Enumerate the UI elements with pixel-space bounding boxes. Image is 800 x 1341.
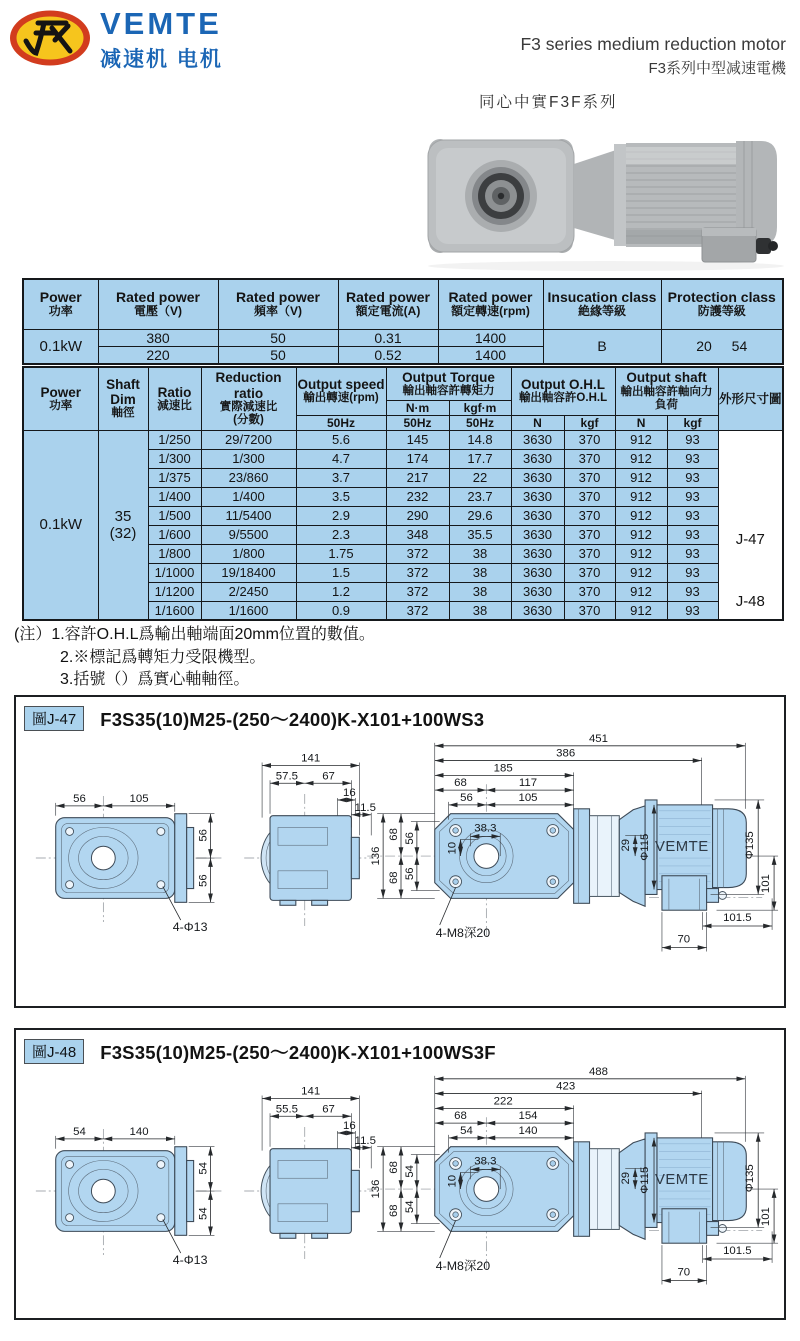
- spec-h-shaft: Shaft Dim 軸徑: [98, 367, 148, 430]
- rating-table: [22, 278, 784, 365]
- spec-cell: 1/400: [201, 487, 296, 506]
- spec-cell: 3630: [511, 468, 564, 487]
- rating-cell: 0.52: [338, 346, 438, 364]
- rating-h-power: Power 功率: [23, 279, 98, 329]
- dim-label: 488: [588, 1066, 608, 1078]
- spec-cell: 38: [449, 582, 511, 601]
- dim-label: 54: [73, 1125, 86, 1138]
- page-title-block: [520, 34, 786, 78]
- figure-header: [16, 1030, 784, 1066]
- spec-cell: 372: [386, 582, 449, 601]
- spec-cell: 2/2450: [201, 582, 296, 601]
- spec-h-kgf: kgf: [564, 415, 615, 430]
- spec-cell: 1/1200: [148, 582, 201, 601]
- note-line: (注）1.容許O.H.L爲輸出軸端面20mm位置的數值。: [14, 626, 375, 643]
- figure-header: [16, 697, 784, 733]
- spec-row: [23, 430, 783, 449]
- dim-label: 11.5: [354, 801, 376, 814]
- dim-label: 117: [518, 777, 538, 790]
- dim-label: 56: [403, 832, 416, 845]
- spec-cell: 93: [667, 525, 718, 544]
- spec-cell: 22: [449, 468, 511, 487]
- spec-h-torque: Output Torque 輸出軸容許轉矩力: [386, 367, 511, 400]
- dim-label: 11.5: [354, 1134, 376, 1147]
- spec-cell: 912: [615, 563, 667, 582]
- rating-insulation-value: B: [543, 329, 661, 364]
- front-view: [36, 793, 222, 934]
- rating-h-voltage: Rated power 電壓（V): [98, 279, 218, 329]
- dim-label: 70: [677, 1266, 691, 1279]
- spec-cell: 1.75: [296, 544, 386, 563]
- dim-label: Φ135: [744, 1164, 757, 1193]
- spec-cell: 1/250: [148, 430, 201, 449]
- rating-cell: 1400: [438, 329, 543, 346]
- vemte-logo-icon: [8, 8, 92, 68]
- rating-cell: 220: [98, 346, 218, 364]
- dim-label: 423: [556, 1080, 576, 1093]
- dim-label: 38.3: [474, 822, 497, 835]
- spec-cell: 912: [615, 506, 667, 525]
- note-line: 2.※標記爲轉矩力受限機型。: [60, 648, 266, 666]
- spec-cell: 912: [615, 430, 667, 449]
- dim-label: 141: [301, 1085, 321, 1098]
- dim-label: 4-M8深20: [435, 925, 491, 940]
- spec-cell: 370: [564, 430, 615, 449]
- spec-cell: 1/375: [148, 468, 201, 487]
- spec-shaft-dim-value: 35 (32): [98, 430, 148, 620]
- spec-h-hz: 50Hz: [449, 415, 511, 430]
- spec-h-ohl: Output O.H.L 輸出軸容許O.H.L: [511, 367, 615, 415]
- spec-cell: 370: [564, 544, 615, 563]
- dim-label: 16: [343, 1120, 356, 1132]
- dim-label: 67: [322, 1103, 335, 1116]
- dim-label: 56: [197, 874, 210, 887]
- spec-cell: 290: [386, 506, 449, 525]
- spec-cell: 1/500: [148, 506, 201, 525]
- spec-cell: 2.9: [296, 506, 386, 525]
- dim-label: 68: [387, 1204, 401, 1218]
- front-view: [36, 1126, 222, 1267]
- spec-h-kgf: kgf: [667, 415, 718, 430]
- spec-cell: 3630: [511, 582, 564, 601]
- dim-label: 67: [322, 770, 335, 783]
- dim-label: 29: [620, 1171, 633, 1185]
- dim-label: 140: [518, 1124, 538, 1137]
- dim-label: 54: [197, 1162, 210, 1175]
- spec-cell: 38: [449, 544, 511, 563]
- spec-cell: 1/1000: [148, 563, 201, 582]
- spec-cell: 912: [615, 487, 667, 506]
- spec-cell: 93: [667, 582, 718, 601]
- spec-cell: 1/300: [148, 449, 201, 468]
- spec-cell: 93: [667, 430, 718, 449]
- spec-cell: 17.7: [449, 449, 511, 468]
- spec-cell: 38: [449, 601, 511, 620]
- dim-label: 4-Φ13: [172, 1252, 208, 1267]
- brand-subtitle: 减速机 电机: [100, 47, 223, 71]
- figure-badge: 圖J-48: [24, 1039, 84, 1064]
- dim-label: 101.5: [723, 912, 752, 925]
- spec-cell: 912: [615, 468, 667, 487]
- spec-cell: 1.2: [296, 582, 386, 601]
- spec-cell: 19/18400: [201, 563, 296, 582]
- spec-h-n: N: [511, 415, 564, 430]
- rating-header-row: [23, 279, 783, 329]
- rating-row: [23, 329, 783, 346]
- spec-cell: 3630: [511, 563, 564, 582]
- motor-brand-label: VEMTE: [654, 1172, 709, 1189]
- side-view: [244, 1086, 376, 1259]
- dim-label: 222: [493, 1095, 513, 1108]
- figure-title: F3S35(10)M25-(250～2400)K-X101+100WS3: [100, 708, 485, 730]
- spec-cell: 370: [564, 468, 615, 487]
- spec-cell: 1/1600: [201, 601, 296, 620]
- side-view: [244, 753, 376, 926]
- dim-label: 4-Φ13: [172, 919, 208, 934]
- spec-cell: 23.7: [449, 487, 511, 506]
- spec-cell: 3630: [511, 449, 564, 468]
- spec-cell: 1/800: [148, 544, 201, 563]
- rating-power-value: 0.1kW: [23, 329, 98, 364]
- dim-label: 101.5: [723, 1245, 752, 1258]
- spec-cell: 5.6: [296, 430, 386, 449]
- dim-label: 154: [518, 1110, 538, 1123]
- photo-gearbox: [428, 139, 574, 253]
- note-line: 3.括號（）爲實心軸軸徑。: [60, 671, 250, 688]
- dim-label: 54: [403, 1200, 416, 1214]
- spec-cell: 9/5500: [201, 525, 296, 544]
- spec-cell: 93: [667, 563, 718, 582]
- figure-panel: [14, 1028, 786, 1320]
- spec-cell: 29/7200: [201, 430, 296, 449]
- dim-label: 57.5: [275, 770, 298, 783]
- spec-cell: 23/860: [201, 468, 296, 487]
- spec-cell: 93: [667, 487, 718, 506]
- spec-cell: 1.5: [296, 563, 386, 582]
- dim-label: 451: [588, 733, 608, 745]
- dim-label: 54: [460, 1124, 473, 1137]
- spec-cell: 370: [564, 487, 615, 506]
- spec-h-hz: 50Hz: [386, 415, 449, 430]
- spec-cell: 93: [667, 468, 718, 487]
- dim-label: 16: [343, 787, 356, 799]
- rating-h-current: Rated power 額定電流(A): [338, 279, 438, 329]
- rating-cell: 50: [218, 329, 338, 346]
- figure-ref-label: J-48: [735, 592, 765, 610]
- assembly-view: [367, 1066, 778, 1285]
- spec-figure-ref-cell: [718, 430, 783, 620]
- spec-cell: 3630: [511, 544, 564, 563]
- assembly-view: [367, 733, 778, 952]
- dim-label: 38.3: [474, 1155, 497, 1168]
- motor-brand-label: VEMTE: [654, 839, 709, 856]
- spec-cell: 372: [386, 563, 449, 582]
- dim-label: 54: [197, 1207, 210, 1220]
- spec-cell: 35.5: [449, 525, 511, 544]
- spec-cell: 29.6: [449, 506, 511, 525]
- dim-label: 386: [556, 747, 576, 760]
- spec-cell: 3630: [511, 487, 564, 506]
- spec-table: [22, 366, 784, 621]
- spec-cell: 3630: [511, 430, 564, 449]
- dim-label: 185: [493, 762, 513, 775]
- spec-cell: 370: [564, 563, 615, 582]
- spec-cell: 3630: [511, 506, 564, 525]
- dim-label: 56: [403, 867, 416, 881]
- dim-label: 68: [387, 871, 401, 885]
- technical-drawing: [18, 733, 784, 987]
- spec-h-speed: Output speed 輸出轉速(rpm): [296, 367, 386, 415]
- spec-cell: 93: [667, 544, 718, 563]
- dim-label: 101: [760, 1207, 773, 1227]
- dim-label: 29: [620, 838, 633, 852]
- page-title-cn: F3系列中型减速電機: [648, 60, 786, 77]
- spec-cell: 372: [386, 544, 449, 563]
- spec-h-dims: 外形尺寸圖: [718, 367, 783, 430]
- dim-label: 141: [301, 752, 321, 765]
- dim-label: 55.5: [275, 1103, 298, 1116]
- spec-cell: 232: [386, 487, 449, 506]
- series-subtitle: 同心中實F3F系列: [479, 94, 618, 111]
- dim-label: 136: [370, 1179, 383, 1199]
- spec-cell: 0.9: [296, 601, 386, 620]
- spec-h-reduction: Reduction ratio 實際減速比 (分數): [201, 367, 296, 430]
- dim-label: 105: [518, 791, 538, 804]
- rating-protection-value: 20 54: [661, 329, 783, 364]
- spec-cell: 93: [667, 449, 718, 468]
- spec-cell: 93: [667, 506, 718, 525]
- spec-cell: 1/800: [201, 544, 296, 563]
- technical-drawing: [18, 1066, 784, 1320]
- photo-adapter: [574, 144, 628, 246]
- dim-label: 4-M8深20: [435, 1258, 491, 1273]
- brand-name: VEMTE: [100, 6, 222, 41]
- spec-cell: 1/300: [201, 449, 296, 468]
- dim-label: 101: [760, 874, 773, 894]
- figure-title: F3S35(10)M25-(250～2400)K-X101+100WS3F: [100, 1041, 496, 1063]
- product-photo: [406, 116, 792, 272]
- spec-cell: 145: [386, 430, 449, 449]
- spec-cell: 3630: [511, 601, 564, 620]
- brand-header: [8, 8, 223, 73]
- spec-cell: 2.3: [296, 525, 386, 544]
- rating-h-frequency: Rated power 頻率（V): [218, 279, 338, 329]
- dim-label: Φ115: [639, 1166, 652, 1194]
- spec-h-axial: Output shaft 輸出軸容許軸向力負荷: [615, 367, 718, 415]
- dim-label: 68: [387, 1161, 401, 1174]
- page-title-en: F3 series medium reduction motor: [520, 34, 786, 54]
- dim-label: 70: [677, 933, 691, 946]
- spec-cell: 348: [386, 525, 449, 544]
- spec-cell: 912: [615, 601, 667, 620]
- dim-label: Φ115: [639, 833, 652, 861]
- spec-cell: 372: [386, 601, 449, 620]
- rating-h-insulation: Insucation class 絶緣等級: [543, 279, 661, 329]
- spec-cell: 14.8: [449, 430, 511, 449]
- dim-label: 56: [460, 791, 473, 804]
- figure-ref-label: J-47: [735, 530, 765, 548]
- rating-h-speed: Rated power 額定轉速(rpm): [438, 279, 543, 329]
- spec-cell: 912: [615, 544, 667, 563]
- spec-cell: 1/600: [148, 525, 201, 544]
- spec-cell: 11/5400: [201, 506, 296, 525]
- dim-label: 10: [446, 1174, 459, 1188]
- spec-cell: 4.7: [296, 449, 386, 468]
- rating-cell: 1400: [438, 346, 543, 364]
- spec-cell: 217: [386, 468, 449, 487]
- dim-label: 136: [370, 846, 383, 866]
- spec-h-power: Power 功率: [23, 367, 98, 430]
- rating-h-protection: Protection class 防護等級: [661, 279, 783, 329]
- dim-label: 54: [403, 1165, 416, 1178]
- spec-h-hz: 50Hz: [296, 415, 386, 430]
- spec-cell: 370: [564, 525, 615, 544]
- dim-label: 105: [129, 792, 149, 805]
- spec-cell: 38: [449, 563, 511, 582]
- spec-cell: 174: [386, 449, 449, 468]
- spec-cell: 3.7: [296, 468, 386, 487]
- rating-cell: 50: [218, 346, 338, 364]
- spec-cell: 912: [615, 449, 667, 468]
- dim-label: 140: [129, 1125, 149, 1138]
- spec-cell: 370: [564, 449, 615, 468]
- dim-label: 56: [197, 829, 210, 842]
- spec-h-nm: N·m: [386, 400, 449, 415]
- dim-label: 68: [454, 1110, 467, 1123]
- spec-cell: 370: [564, 582, 615, 601]
- spec-cell: 3.5: [296, 487, 386, 506]
- dim-label: 56: [73, 792, 86, 805]
- spec-cell: 912: [615, 582, 667, 601]
- spec-cell: 3630: [511, 525, 564, 544]
- dim-label: 68: [387, 828, 401, 841]
- spec-cell: 1/1600: [148, 601, 201, 620]
- rating-cell: 380: [98, 329, 218, 346]
- spec-cell: 370: [564, 601, 615, 620]
- rating-cell: 0.31: [338, 329, 438, 346]
- spec-header-row1: [23, 367, 783, 400]
- figure-panel: [14, 695, 786, 1008]
- spec-cell: 93: [667, 601, 718, 620]
- dim-label: 10: [446, 841, 459, 855]
- spec-cell: 912: [615, 525, 667, 544]
- spec-h-kgfm: kgf·m: [449, 400, 511, 415]
- spec-h-ratio: Ratio 減速比: [148, 367, 201, 430]
- spec-power-value: 0.1kW: [23, 430, 98, 620]
- spec-cell: 370: [564, 506, 615, 525]
- dim-label: Φ135: [744, 831, 757, 860]
- figure-badge: 圖J-47: [24, 706, 84, 731]
- notes-block: [14, 624, 375, 692]
- spec-h-n: N: [615, 415, 667, 430]
- spec-cell: 1/400: [148, 487, 201, 506]
- dim-label: 68: [454, 777, 467, 790]
